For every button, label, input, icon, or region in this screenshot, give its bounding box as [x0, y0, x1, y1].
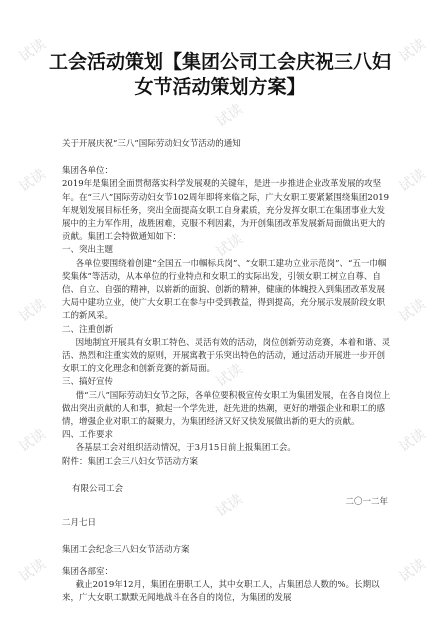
section-1-text: 各单位要围绕着创建“全国五一巾帼标兵岗”、“女职工建功立业示范岗”、“五一巾帼奖集体”等活动，从本单位的行业特点和女职工的实际出发，引领女职工树立自尊、自信、自立、自强的精神，以崭新的面貌、创新的精神，健康的体魄投入到集团改革发展大局中建功立业，使广大女职工在参与中受到教益，得到提高，充分展示发展阶段女职工的新风采。 [62, 258, 387, 322]
signature-org: 有限公司工会 [72, 483, 124, 494]
watermark: 试读 [16, 296, 49, 326]
watermark: 试读 [213, 491, 246, 521]
document-body [62, 138, 392, 605]
watermark: 试读 [213, 361, 246, 391]
section-2-heading: 二、注重创新 [62, 324, 114, 335]
watermark: 试读 [396, 426, 429, 456]
signature-date: 二月七日 [62, 518, 97, 529]
watermark: 试读 [16, 556, 49, 586]
section-3-heading: 三、搞好宣传 [62, 377, 114, 388]
section-1-heading: 一、突出主题 [62, 245, 114, 256]
watermark: 试读 [213, 101, 246, 131]
intro-paragraph: 2019年是集团全面贯彻落实科学发展观的关键年，是进一步推进企业改革发展的攻坚年。在“三八”国际劳动妇女节102周年即将来临之际，广大女职工要紧紧围绕集团2019年规划发展目标任务，突出全面提高女职工自身素质，充分发挥女职工在集团事业大发展中的主力军作用，战胜困难，克服不利因素，为开创集团改革发展新局面做出更大的贡献。集团工会特做通知如下： [62, 179, 390, 243]
watermark: 试读 [16, 166, 49, 196]
greeting: 集团各单位： [62, 166, 114, 177]
plan-title: 集团工会纪念三八妇女节活动方案 [62, 545, 190, 556]
section-4-text: 各基层工会对组织活动情况，于3月15日前上报集团工会。 [75, 443, 296, 454]
document-title: 工会活动策划【集团公司工会庆祝三八妇女节活动策划方案】 [48, 51, 391, 98]
attachment-line: 附件：集团工会三八妇女节活动方案 [62, 456, 199, 467]
watermark: 试读 [16, 36, 49, 66]
section-2-text: 因地制宜开展具有女职工特色、灵活有效的活动，岗位创新劳动竞赛，本着和谐、灵活、热烈和注重实效的原则，开展寓教于乐突出特色的活动，通过活动开展进一步开创女职工的文化理念和创新竞赛的新局面。 [62, 337, 391, 375]
section-3-text: 借“三八”国际劳动妇女节之际，各单位要积极宣传女职工为集团发展，在各自岗位上做出突出贡献的人和事，掀起一个学先进，赶先进的热潮，更好的增强企业和职工的感情，增强企业对职工的凝聚力，为集团经济又好又快发展做出新的更大的贡献。 [62, 390, 391, 428]
watermark: 试读 [396, 166, 429, 196]
signature-year: 二〇一二年 [345, 497, 388, 508]
plan-greeting: 集团各部室： [62, 566, 114, 577]
watermark: 试读 [213, 231, 246, 261]
plan-paragraph: 截止2019年12月，集团在册职工人，其中女职工人，占集团总人数的%。长期以来，广大女职工默默无闻地战斗在各自的岗位，为集团的发展 [62, 579, 380, 604]
section-4-heading: 四、工作要求 [62, 430, 114, 441]
watermark: 试读 [396, 296, 429, 326]
notice-title: 关于开展庆祝“三八”国际劳动妇女节活动的通知 [62, 139, 241, 149]
watermark: 试读 [396, 36, 429, 66]
watermark: 试读 [16, 426, 49, 456]
watermark: 试读 [396, 556, 429, 586]
